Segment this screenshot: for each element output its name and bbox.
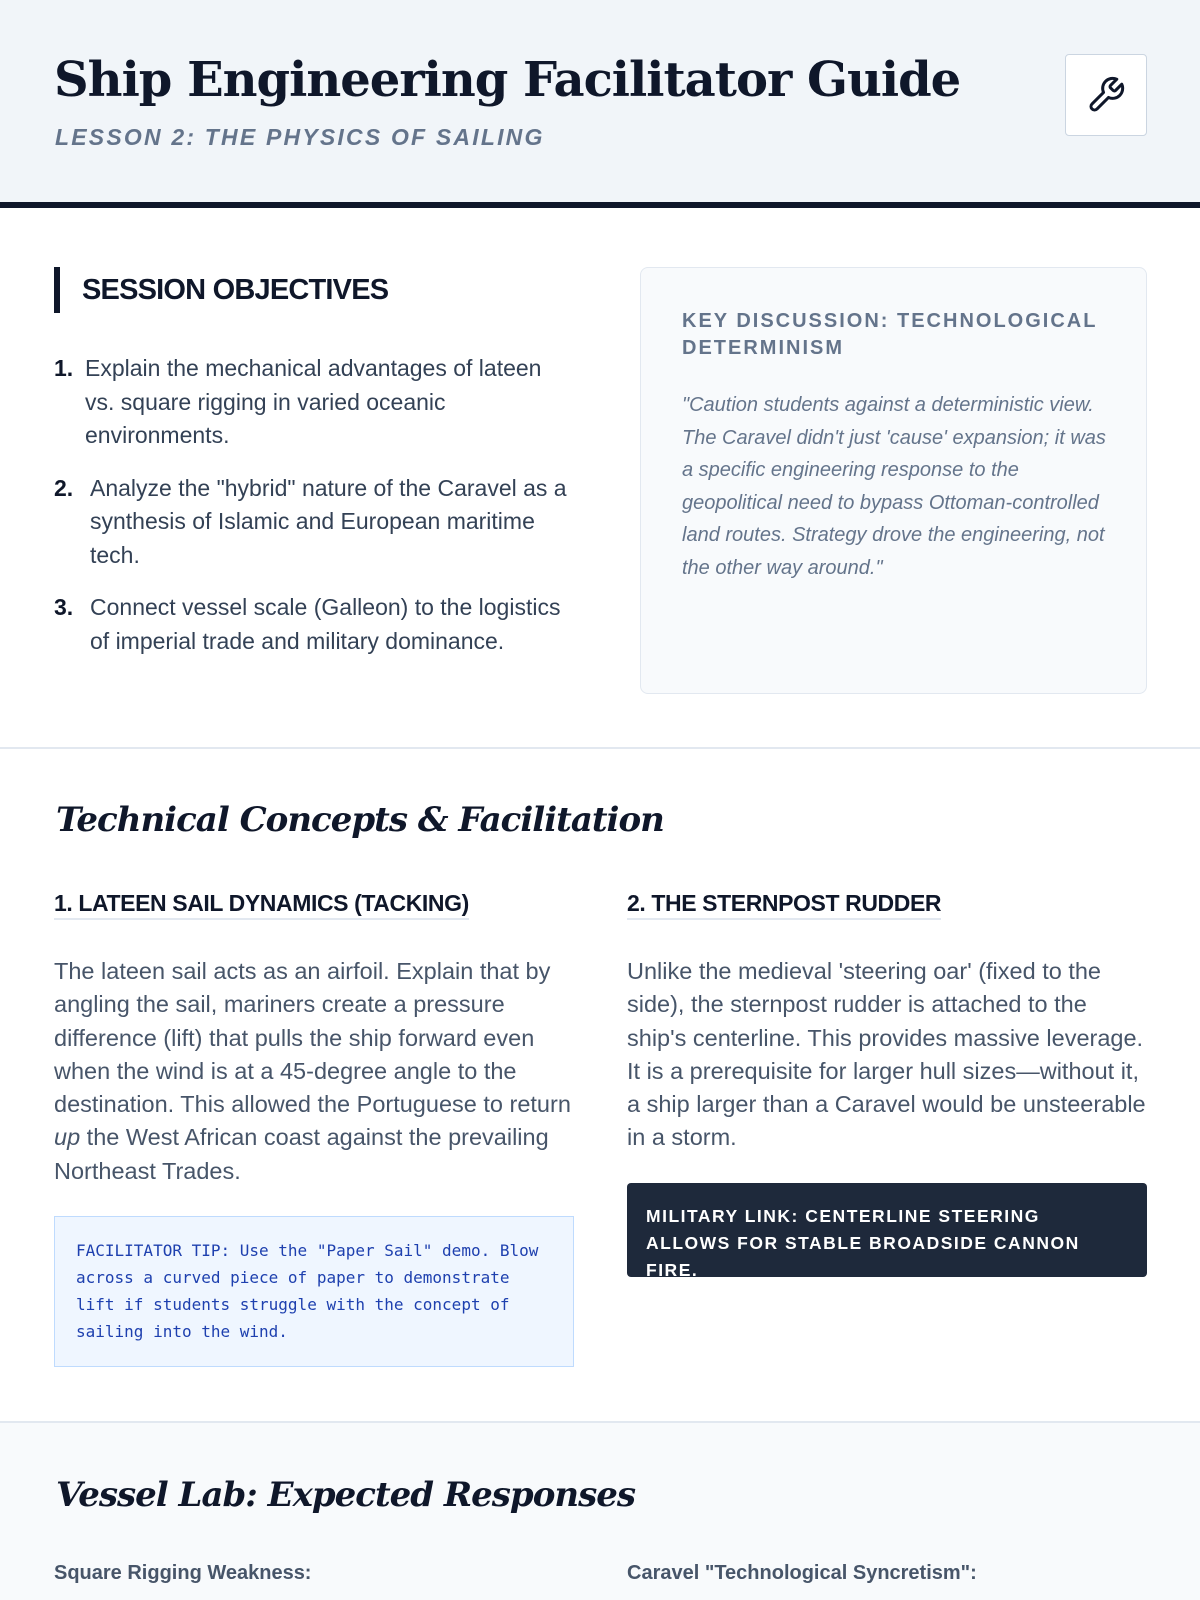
objectives-heading-text: SESSION OBJECTIVES bbox=[82, 273, 389, 306]
objective-text: Explain the mechanical advantages of lateen vs. square rigging in varied oceanic environments. bbox=[85, 355, 542, 448]
objective-text: Connect vessel scale (Galleon) to the logistics of imperial trade and military dominance. bbox=[90, 594, 561, 654]
rudder-heading: 2. THE STERNPOST RUDDER bbox=[627, 890, 941, 920]
square-rigging-label: Square Rigging Weakness: bbox=[54, 1562, 312, 1584]
objective-item bbox=[54, 591, 574, 658]
lateen-heading: 1. LATEEN SAIL DYNAMICS (TACKING) bbox=[54, 890, 469, 920]
objective-item bbox=[54, 472, 574, 573]
key-discussion-quote: "Caution students against a deterministic view. The Caravel didn't just 'cause' expansion; it was a specific engineering response to the geopolitical need to bypass Ottoman-controlled land routes. Strategy drove the engineering, not the other way around." bbox=[682, 394, 1106, 579]
vessel-lab-title: Vessel Lab: Expected Responses bbox=[56, 1475, 636, 1515]
wrench-icon bbox=[1086, 75, 1126, 115]
lateen-body-text: The lateen sail acts as an airfoil. Explain that by angling the sail, mariners create a pressure difference (lift) that pulls the ship forward even when the wind is at a 45-degree angle to the destination. This allowed the Portuguese to return bbox=[54, 958, 571, 1118]
page-header bbox=[0, 0, 1200, 208]
page-title: Ship Engineering Facilitator Guide bbox=[54, 52, 961, 108]
wrench-button[interactable] bbox=[1065, 54, 1147, 136]
page-subtitle: LESSON 2: THE PHYSICS OF SAILING bbox=[55, 124, 545, 150]
objective-number: 2. bbox=[54, 474, 74, 501]
lateen-body bbox=[54, 955, 574, 1188]
objective-item bbox=[54, 352, 574, 453]
lateen-body-emphasis: up bbox=[54, 1124, 81, 1151]
rudder-body: Unlike the medieval 'steering oar' (fixed to the side), the sternpost rudder is attached to the ship's centerline. This provides massive leverage. It is a prerequisite for larger hull sizes—without it, a ship larger than a Caravel would be unsteerable in a storm. bbox=[627, 958, 1146, 1151]
objectives-list bbox=[54, 352, 574, 677]
facilitator-tip: FACILITATOR TIP: Use the "Paper Sail" demo. Blow across a curved piece of paper to demonstrate lift if students struggle with the concept of sailing into the wind. bbox=[54, 1216, 574, 1367]
key-discussion-card bbox=[640, 267, 1147, 694]
lateen-body-text-end: the West African coast against the prevailing Northeast Trades. bbox=[54, 1124, 549, 1184]
objective-number: 3. bbox=[54, 594, 74, 620]
objectives-heading bbox=[54, 267, 388, 313]
technical-section-title: Technical Concepts & Facilitation bbox=[56, 800, 664, 840]
section-divider bbox=[0, 747, 1200, 749]
objective-text: Analyze the "hybrid" nature of the Caravel as a synthesis of Islamic and European maritime tech. bbox=[90, 474, 567, 568]
caravel-syncretism-label: Caravel "Technological Syncretism": bbox=[627, 1562, 977, 1584]
key-discussion-title: KEY DISCUSSION: TECHNOLOGICAL DETERMINISM bbox=[682, 310, 1098, 359]
objective-number: 1. bbox=[54, 355, 74, 381]
military-link-callout: MILITARY LINK: CENTERLINE STEERING ALLOWS FOR STABLE BROADSIDE CANNON FIRE. bbox=[627, 1183, 1147, 1277]
